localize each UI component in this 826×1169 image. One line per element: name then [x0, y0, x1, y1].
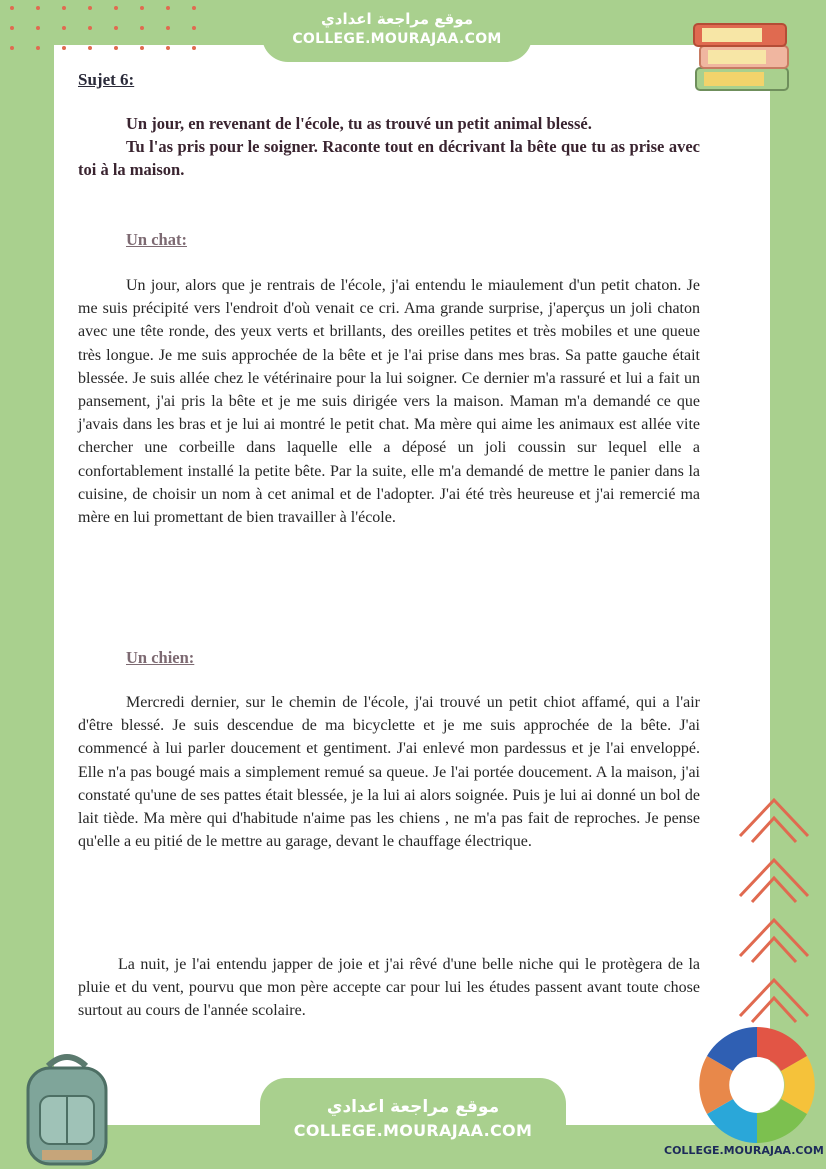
footer-site-arabic: موقع مراجعة اعدادي	[326, 1097, 500, 1117]
subject-title: Sujet 6:	[78, 70, 135, 89]
books-icon	[690, 12, 794, 96]
chevron-up-icon	[734, 910, 814, 966]
chevron-up-icon	[734, 970, 814, 1026]
logo-caption: COLLEGE.MOURAJAA.COM	[664, 1144, 824, 1157]
paragraph-night: La nuit, je l'ai entendu japper de joie et j'ai rêvé d'une belle niche qui le protègera de la pluie et du vent, pourvu que mon père accepte car pour lui les études passent avant toute chose surtout au cours de l'année scolaire.	[78, 956, 700, 1020]
footer-site-link[interactable]: COLLEGE.MOURAJAA.COM	[293, 1121, 533, 1140]
paragraph-chien: Mercredi dernier, sur le chemin de l'école, j'ai trouvé un petit chiot affamé, qui a l'air d'être blessé. Je suis descendue de ma bicyclette et je me suis approchée de la bête. J'ai commencé à lui parler doucement et gentiment. J'ai enlevé mon pardessus et je l'ai enveloppé. Elle n'a pas bougé mais a simplement remué sa queue. Je l'ai portée doucement. A la maison, j'ai constaté qu'une de ses pattes était blessée, je la lui ai alors soignée. Puis je lui ai donné un bol de lait tiède. Ma mère qui d'habitude n'aime pas les chiens , ne m'a pas fait de reproches. Je pense qu'elle a eu pitié de le mettre au garage, devant le chauffage électrique.	[78, 694, 700, 851]
site-logo-icon[interactable]	[695, 1023, 819, 1147]
header-banner	[262, 0, 532, 62]
subject-prompt	[78, 112, 700, 181]
header-site-link[interactable]: COLLEGE.MOURAJAA.COM	[292, 31, 502, 47]
heading-chat: Un chat:	[126, 230, 187, 249]
prompt-line: Tu l'as pris pour le soigner. Raconte tout en décrivant la bête que tu as prise avec toi à la maison.	[78, 137, 700, 179]
header-site-arabic: موقع مراجعة اعدادي	[321, 10, 473, 28]
backpack-icon	[12, 1052, 122, 1166]
paragraph-chat: Un jour, alors que je rentrais de l'école, j'ai entendu le miaulement d'un petit chaton. Je me suis précipité vers l'endroit d'où venait ce cri. Ama grande surprise, j'aperçus un joli chaton avec une tête ronde, des yeux verts et brillants, des oreilles petites et très mobiles et une queue très longue. Je me suis approchée de la bête et je l'ai prise dans mes bras. Sa patte gauche était blessée. Je suis allée chez le vétérinaire pour la lui soigner. Ce dernier m'a rassuré et lui a fait un pansement, j'ai pris la bête et je me suis dirigée vers la maison. Maman m'a demandé ce que j'avais dans les bras et je lui ai montré le petit chat. Ma mère qui aime les animaux est allée vite chercher une corbeille dans laquelle elle a déposé un joli coussin sur lequel elle a confortablement installé la petite bête. Par la suite, elle m'a demandé de mettre le panier dans la cuisine, de choisir un nom à cet animal et de l'adopter. J'ai été très heureuse et j'ai remercié ma mère en lui promettant de bien travailler à l'école.	[78, 277, 700, 527]
prompt-line: Un jour, en revenant de l'école, tu as trouvé un petit animal blessé.	[126, 114, 592, 133]
footer-banner	[260, 1078, 566, 1169]
decorative-dots	[0, 0, 210, 60]
chevron-up-icon	[734, 790, 814, 846]
chevron-up-icon	[734, 850, 814, 906]
heading-chien: Un chien:	[126, 648, 195, 667]
